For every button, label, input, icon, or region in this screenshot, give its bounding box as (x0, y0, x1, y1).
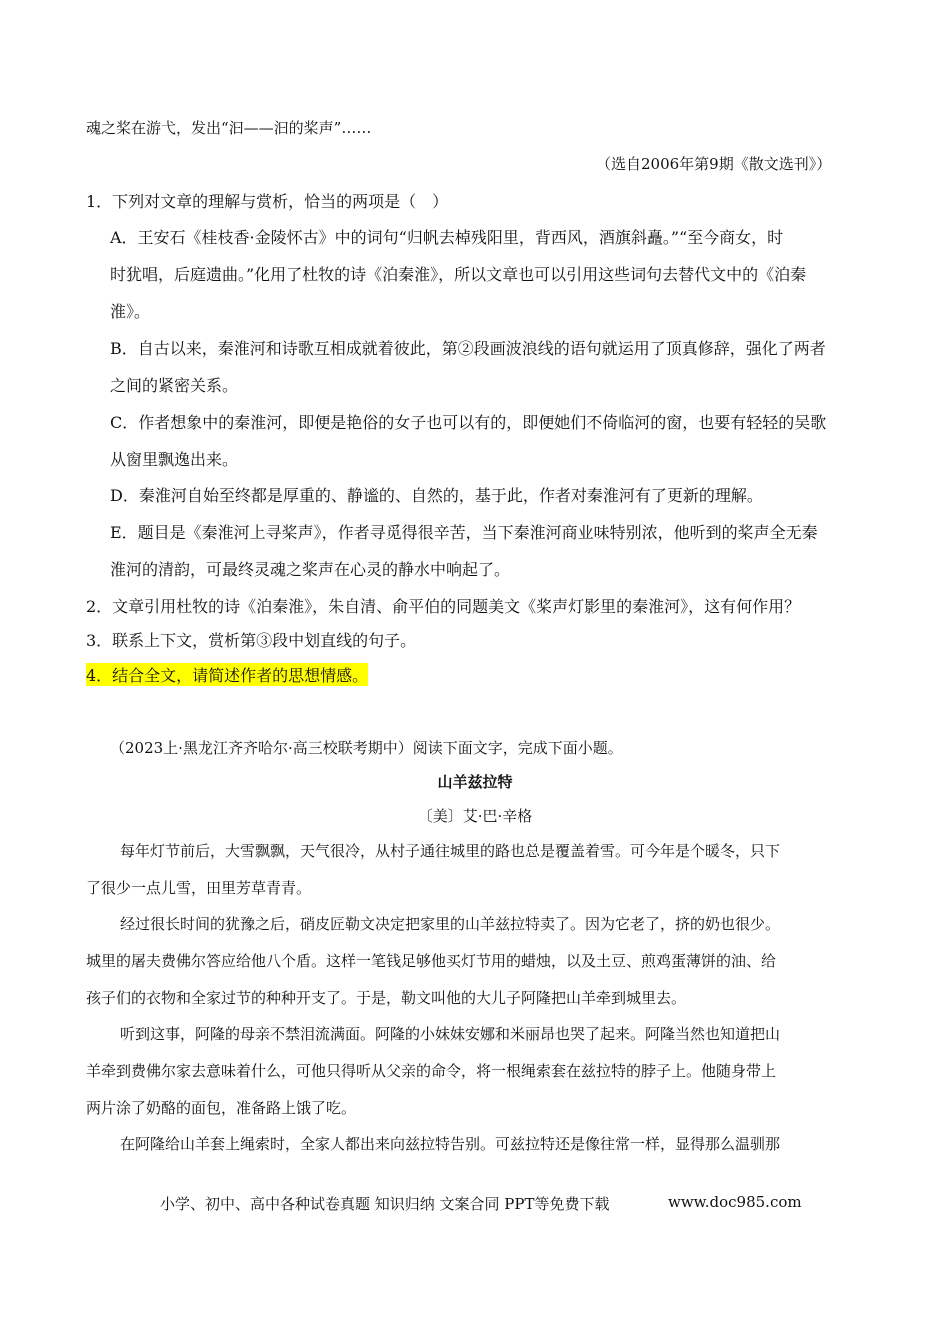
passage-author: 〔美〕艾·巴·辛格 (417, 807, 533, 825)
passage-intro: （2023上·黑龙江齐齐哈尔·高三校联考期中）阅读下面文字，完成下面小题。 (110, 739, 623, 757)
paragraph-2-line3: 孩子们的衣物和全家过节的种种开支了。于是，勒文叫他的大儿子阿隆把山羊牵到城里去。 (86, 989, 687, 1007)
paragraph-3-line1: 听到这事，阿隆的母亲不禁泪流满面。阿隆的小妹妹安娜和米丽昂也哭了起来。阿隆当然也知道把山 (120, 1025, 781, 1043)
option-d-line1: D．秦淮河自始至终都是厚重的、静谧的、自然的，基于此，作者对秦淮河有了更新的理解。 (110, 486, 763, 505)
paragraph-2-line2: 城里的屠夫费佛尔答应给他八个盾。这样一笔钱足够他买灯节用的蜡烛，以及土豆、煎鸡蛋薄饼的油、给 (86, 952, 777, 970)
option-a-line3: 淮》。 (110, 302, 151, 321)
option-e-line2: 淮河的清韵，可最终灵魂之桨声在心灵的静水中响起了。 (110, 560, 511, 579)
option-a-line2: 时犹唱，后庭遗曲。”化用了杜牧的诗《泊秦淮》，所以文章也可以引用这些词句去替代文中的《泊秦 (110, 265, 807, 284)
paragraph-3-line3: 两片涂了奶酪的面包，准备路上饿了吃。 (86, 1099, 357, 1117)
question-1: 1．下列对文章的理解与赏析，恰当的两项是（ ） (86, 192, 449, 211)
source-citation: （选自2006年第9期《散文选刊》） (596, 155, 832, 173)
paragraph-1-line1: 每年灯节前后，大雪飘飘，天气很冷，从村子通往城里的路也总是覆盖着雪。可今年是个暖冬，只下 (120, 842, 781, 860)
option-c-line1: C．作者想象中的秦淮河，即便是艳俗的女子也可以有的，即便她们不倚临河的窗，也要有轻轻的吴歌 (110, 413, 827, 432)
paragraph-1-line2: 了很少一点儿雪，田里芳草青青。 (86, 879, 312, 897)
option-e-line1: E．题目是《秦淮河上寻桨声》，作者寻觅得很辛苦，当下秦淮河商业味特别浓，他听到的桨声全无秦 (110, 523, 818, 542)
option-b-line1: B．自古以来，秦淮河和诗歌互相成就着彼此，第②段画波浪线的语句就运用了顶真修辞，强化了两者 (110, 339, 826, 358)
paragraph-4-line1: 在阿隆给山羊套上绳索时，全家人都出来向兹拉特告别。可兹拉特还是像往常一样，显得那么温驯那 (120, 1135, 781, 1153)
passage-title: 山羊兹拉特 (437, 773, 513, 791)
question-4-highlighted: 4．结合全文，请简述作者的思想情感。 (86, 663, 368, 686)
footer-text: 小学、初中、高中各种试卷真题 知识归纳 文案合同 PPT等免费下载 (160, 1195, 610, 1213)
option-c-line2: 从窗里飘逸出来。 (110, 450, 239, 469)
question-2: 2．文章引用杜牧的诗《泊秦淮》，朱自清、俞平伯的同题美文《桨声灯影里的秦淮河》，这有何作用？ (86, 597, 801, 616)
question-3: 3．联系上下文，赏析第③段中划直线的句子。 (86, 631, 417, 650)
option-b-line2: 之间的紧密关系。 (110, 376, 239, 395)
paragraph-2-line1: 经过很长时间的犹豫之后，硝皮匠勒文决定把家里的山羊兹拉特卖了。因为它老了，挤的奶也很少。 (120, 915, 781, 933)
passage-tail-line: 魂之桨在游弋，发出“汩——汩的桨声”…… (86, 119, 372, 137)
option-a-line1: A．王安石《桂枝香·金陵怀古》中的词句“归帆去棹残阳里，背西风，酒旗斜矗。”“至今商女，时 (110, 228, 784, 247)
footer-url[interactable]: www.doc985.com (668, 1193, 802, 1211)
paragraph-3-line2: 羊牵到费佛尔家去意味着什么，可他只得听从父亲的命令，将一根绳索套在兹拉特的脖子上。他随身带上 (86, 1062, 777, 1080)
